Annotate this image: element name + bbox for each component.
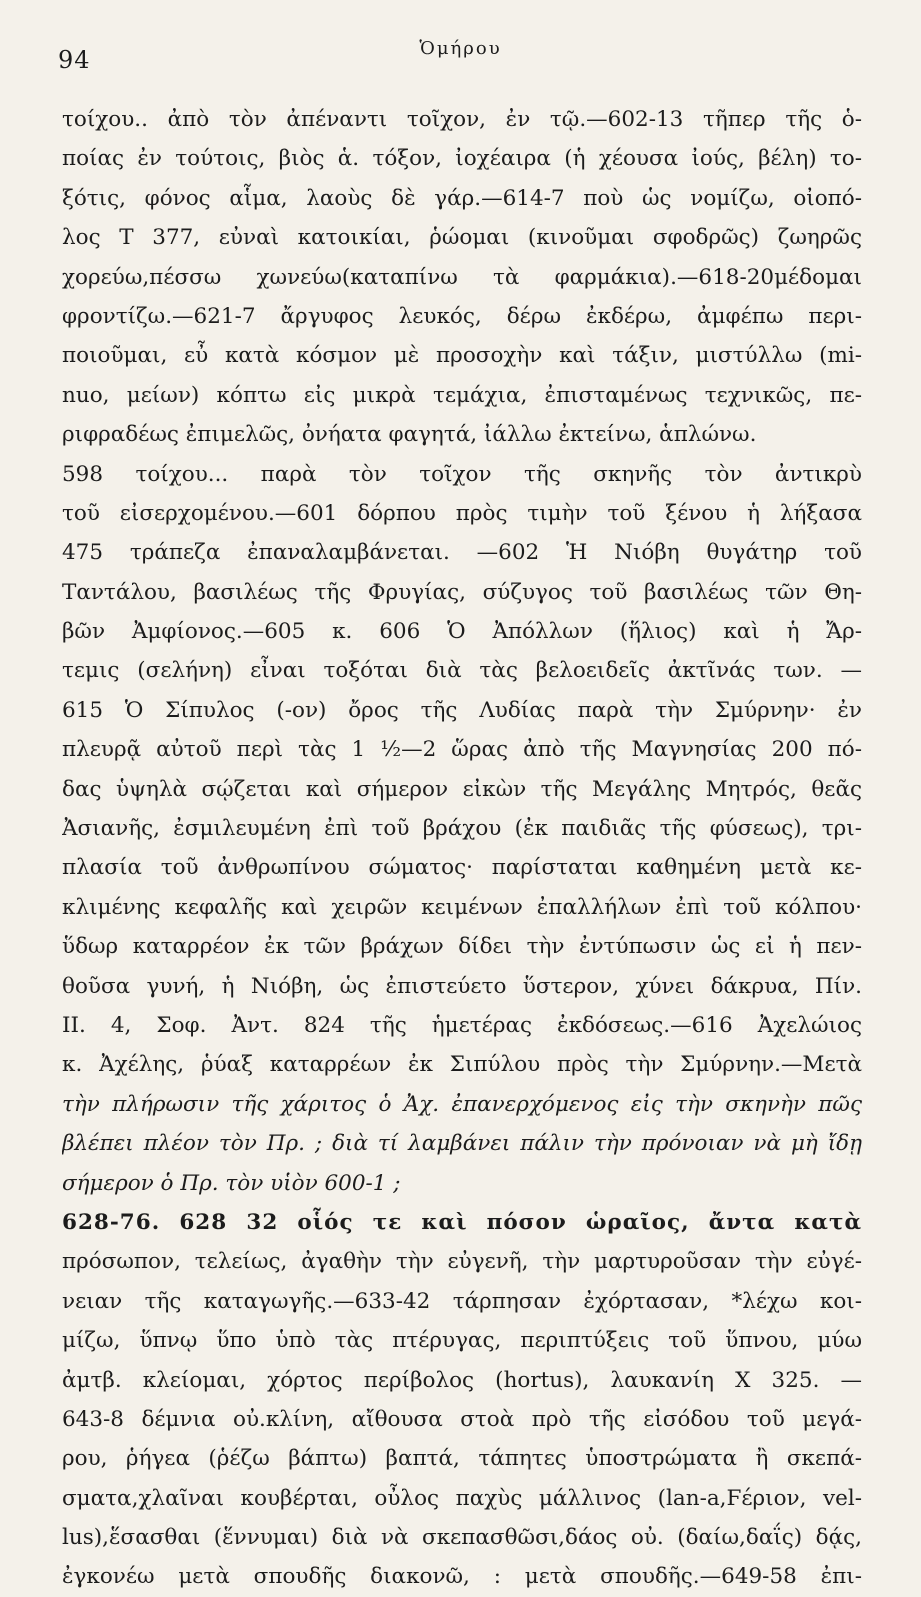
text-line: φροντίζω.—621-7 ἄργυφος λευκός, δέρω ἐκδέρω, ἀμφέπω περι- bbox=[62, 303, 862, 329]
text-line: Ἀσιανῆς, ἐσμιλευμένη ἐπὶ τοῦ βράχου (ἐκ παιδιᾶς τῆς φύσεως), τρι- bbox=[62, 816, 862, 842]
text-line: τεμις (σελήνη) εἶναι τοξόται διὰ τὰς βελοειδεῖς ἀκτῖνάς των. — bbox=[62, 658, 862, 684]
text-line: lus),ἕσασθαι (ἕννυμαι) διὰ νὰ σκεπασθῶσι,δάος οὐ. (δαίω,δαΐς) δᾴς, bbox=[62, 1525, 862, 1551]
text-line: ΙΙ. 4, Σοφ. Ἀντ. 824 τῆς ἡμετέρας ἐκδόσεως.—616 Ἀχελώιος bbox=[62, 1012, 862, 1038]
text-line: τὴν πλήρωσιν τῆς χάριτος ὁ Ἀχ. ἐπανερχόμενος εἰς τὴν σκηνὴν πῶς bbox=[62, 1091, 862, 1117]
text-line: πρόσωπον, τελείως, ἀγαθὴν τὴν εὐγενῆ, τὴν μαρτυροῦσαν τὴν εὐγέ- bbox=[62, 1249, 862, 1275]
text-line: πλευρᾷ αὐτοῦ περὶ τὰς 1 ½—2 ὥρας ἀπὸ τῆς Μαγνησίας 200 πό- bbox=[62, 737, 862, 763]
text-line: ποίας ἐν τούτοις, βιὸς ἁ. τόξον, ἰοχέαιρα (ἡ χέουσα ἰούς, βέλη) το- bbox=[62, 146, 862, 172]
text-line: Ταντάλου, βασιλέως τῆς Φρυγίας, σύζυγος τοῦ βασιλέως τῶν Θη- bbox=[62, 579, 862, 605]
commentary-text bbox=[62, 100, 862, 1597]
text-line: κλιμένης κεφαλῆς καὶ χειρῶν κειμένων ἐπαλλήλων ἐπὶ τοῦ κόλπου· bbox=[62, 894, 862, 920]
text-line: ξότις, φόνος αἷμα, λαοὺς δὲ γάρ.—614-7 ποὺ ὡς νομίζω, οἰοπό- bbox=[62, 185, 862, 211]
text-line: βῶν Ἀμφίονος.—605 κ. 606 Ὁ Ἀπόλλων (ἥλιος) καὶ ἡ Ἄρ- bbox=[62, 619, 862, 645]
text-line: σματα,χλαῖναι κουβέρται, οὖλος παχὺς μάλλινος (lan-a,Ϝέριον, vel- bbox=[62, 1485, 862, 1511]
page-number: 94 bbox=[58, 46, 91, 74]
text-line: 615 Ὁ Σίπυλος (-ον) ὄρος τῆς Λυδίας παρὰ τὴν Σμύρνην· ἐν bbox=[62, 697, 862, 723]
text-line: κ. Ἀχέλης, ῥύαξ καταρρέων ἐκ Σιπύλου πρὸς τὴν Σμύρνην.—Μετὰ bbox=[62, 1052, 862, 1078]
section-heading-line: 628-76. 628 32 οἷός τε καὶ πόσον ὡραῖος, ἄντα κατὰ bbox=[62, 1209, 862, 1235]
text-line: ριφραδέως ἐπιμελῶς, ὀνήατα φαγητά, ἰάλλω ἐκτείνω, ἁπλώνω. bbox=[62, 422, 757, 448]
text-line: νειαν τῆς καταγωγῆς.—633-42 τάρπησαν ἐχόρτασαν, *λέχω κοι- bbox=[62, 1288, 862, 1314]
running-title: Ὁμήρου bbox=[419, 38, 502, 59]
text-line: τοίχου.. ἀπὸ τὸν ἀπέναντι τοῖχον, ἐν τῷ.—602-13 τῆπερ τῆς ὁ- bbox=[62, 107, 862, 132]
text-line: μίζω, ὕπνῳ ὕπο ὑπὸ τὰς πτέρυγας, περιπτύξεις τοῦ ὕπνου, μύω bbox=[62, 1328, 862, 1354]
text-line: 598 τοίχου... παρὰ τὸν τοῖχον τῆς σκηνῆς τὸν ἀντικρὺ bbox=[62, 461, 862, 487]
text-line: δας ὑψηλὰ σῴζεται καὶ σήμερον εἰκὼν τῆς Μεγάλης Μητρός, θεᾶς bbox=[62, 776, 862, 802]
text-line: λος Τ 377, εὐναὶ κατοικίαι, ῥώομαι (κινοῦμαι σφοδρῶς) ζωηρῶς bbox=[62, 225, 862, 251]
text-line: nuo, μείων) κόπτω εἰς μικρὰ τεμάχια, ἐπισταμένως τεχνικῶς, πε- bbox=[62, 382, 862, 408]
text-line: ὕδωρ καταρρέον ἐκ τῶν βράχων δίδει τὴν ἐντύπωσιν ὡς εἰ ἡ πεν- bbox=[62, 934, 862, 960]
text-line: χορεύω,πέσσω χωνεύω(καταπίνω τὰ φαρμάκια).—618-20μέδομαι bbox=[62, 264, 862, 290]
text-line: 643-8 δέμνια οὐ.κλίνη, αἴθουσα στοὰ πρὸ τῆς εἰσόδου τοῦ μεγά- bbox=[62, 1406, 862, 1432]
text-line: ποιοῦμαι, εὖ κατὰ κόσμον μὲ προσοχὴν καὶ τάξιν, μιστύλλω (mi- bbox=[62, 343, 862, 369]
text-line: ρου, ῥήγεα (ῥέζω βάπτω) βαπτά, τάπητες ὑποστρώματα ἢ σκεπά- bbox=[62, 1446, 862, 1472]
text-line: θοῦσα γυνή, ἡ Νιόβη, ὡς ἐπιστεύετο ὕστερον, χύνει δάκρυα, Πίν. bbox=[62, 973, 862, 999]
text-line: βλέπει πλέον τὸν Πρ. ; διὰ τί λαμβάνει πάλιν τὴν πρόνοιαν νὰ μὴ ἴδῃ bbox=[62, 1131, 862, 1157]
text-line: πλασία τοῦ ἀνθρωπίνου σώματος· παρίσταται καθημένη μετὰ κε- bbox=[62, 855, 862, 881]
text-line: σήμερον ὁ Πρ. τὸν υἱὸν 600-1 ; bbox=[62, 1170, 401, 1196]
text-line: ἐγκονέω μετὰ σπουδῆς διακονῶ, : μετὰ σπουδῆς.—649-58 ἐπι- bbox=[62, 1564, 862, 1590]
text-line: 475 τράπεζα ἐπαναλαμβάνεται. —602 Ἡ Νιόβη θυγάτηρ τοῦ bbox=[62, 540, 862, 566]
text-line: τοῦ εἰσερχομένου.—601 δόρπου πρὸς τιμὴν τοῦ ξένου ἡ λήξασα bbox=[62, 500, 862, 526]
text-line: ἀμτβ. κλείομαι, χόρτος περίβολος (hortus), λαυκανίη Χ 325. — bbox=[62, 1367, 862, 1393]
